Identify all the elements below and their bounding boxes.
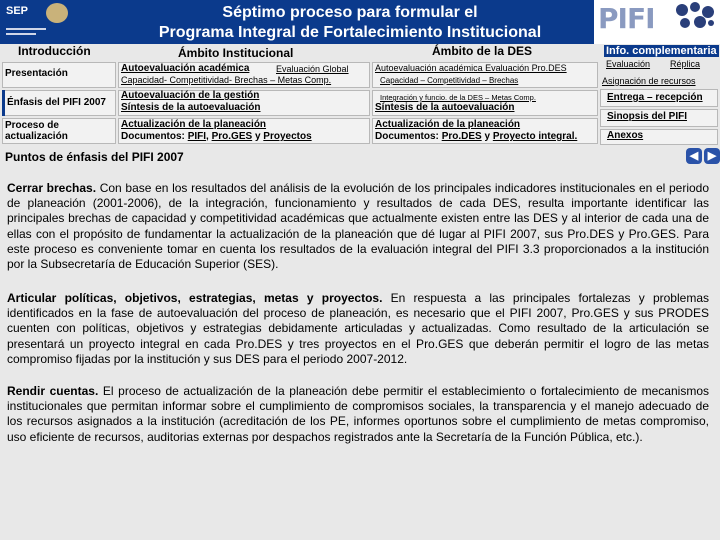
documents-label: Documentos: bbox=[375, 131, 439, 142]
link-proges[interactable]: Pro.GES bbox=[211, 131, 253, 142]
logo-dot bbox=[680, 18, 690, 28]
documents-label: Documentos: bbox=[121, 131, 185, 142]
nav-documents-des bbox=[375, 131, 577, 142]
nav-item-autoevaluacion-gestion[interactable]: Autoevaluación de la gestión bbox=[121, 90, 260, 101]
paragraph-text: En respuesta a las principales fortalezas y problemas identificados en la fase de autoevaluación del proceso de planeación, es necesario que el PIFI 2007, Pro.GES y sus PRODES cuenten con políticas, objetivos y estrategias debidamente articuladas y actualizadas. Como resultado de la articulación se presentará un proyecto integral en cada Pro.DES y tres proyectos en el Pro.GES que deberán permitir el logro de las metas compromiso fijadas por la institución y sus DES para el periodo 2007-2012. bbox=[7, 291, 709, 366]
paragraph-cerrar-brechas bbox=[7, 181, 709, 272]
logo-dot bbox=[676, 4, 688, 16]
logo-dot bbox=[690, 2, 700, 12]
arrow-left-icon[interactable]: ◀ bbox=[686, 148, 702, 164]
nav-item-enfasis[interactable]: Énfasis del PIFI 2007 bbox=[7, 97, 106, 108]
logo-line bbox=[6, 28, 46, 30]
nav-item-evaluacion[interactable]: Evaluación bbox=[606, 59, 651, 69]
nav-heading-des: Ámbito de la DES bbox=[432, 44, 533, 58]
nav-item-presentacion[interactable]: Presentación bbox=[5, 68, 68, 79]
nav-item-capacidad-links[interactable]: Capacidad- Competitividad- Brechas – Metas Comp. bbox=[121, 75, 332, 85]
logo-dot bbox=[708, 20, 714, 26]
page-title-line2: Programa Integral de Fortalecimiento Institucional bbox=[158, 24, 542, 41]
nav-item-sintesis-des[interactable]: Síntesis de la autoevaluación bbox=[375, 102, 515, 113]
nav-item-proceso[interactable]: Proceso de actualización bbox=[5, 120, 68, 142]
sep-logo-text: SEP bbox=[6, 5, 29, 17]
nav-item-autoevaluacion-des[interactable]: Autoevaluación académica Evaluación Pro.DES bbox=[375, 63, 567, 73]
logo-dot bbox=[694, 16, 706, 28]
pifi-logo-tagline bbox=[596, 33, 718, 42]
paragraph-lead: Articular políticas, objetivos, estrategias, metas y proyectos. bbox=[7, 291, 383, 305]
nav-item-anexos[interactable]: Anexos bbox=[607, 130, 644, 141]
section-title: Puntos de énfasis del PIFI 2007 bbox=[5, 150, 184, 164]
nav-item-replica[interactable]: Réplica bbox=[670, 59, 701, 69]
nav-documents-institucional: Documentos: PIFI, Pro.GES y Proyectos bbox=[121, 131, 312, 142]
paragraph-lead: Cerrar brechas. bbox=[7, 181, 97, 195]
sep-logo bbox=[0, 0, 80, 44]
nav-heading-complementaria: Info. complementaria bbox=[606, 45, 717, 57]
logo-line bbox=[6, 33, 36, 35]
logo-dot bbox=[702, 6, 714, 18]
link-proyecto-integral[interactable]: Proyecto integral. bbox=[492, 131, 578, 142]
pifi-logo bbox=[594, 0, 720, 44]
nav-item-sinopsis[interactable]: Sinopsis del PIFI bbox=[607, 111, 688, 122]
page-title-line1: Séptimo proceso para formular el bbox=[222, 4, 478, 21]
nav-heading-institucional: Ámbito Institucional bbox=[178, 46, 294, 60]
documents-join: y bbox=[254, 131, 261, 142]
nav-item-actualizacion-institucional[interactable]: Actualización de la planeación bbox=[121, 119, 267, 130]
paragraph-articular bbox=[7, 291, 709, 367]
paragraph-rendir-cuentas bbox=[7, 384, 709, 445]
link-prodes[interactable]: Pro.DES bbox=[441, 131, 482, 142]
paragraph-text: Con base en los resultados del análisis de la evolución de los principales indicadores institucionales en el periodo de planeación (2001-2006), de la integración, funcionamiento y resultados de cada DES, resulta importante identificar las principales brechas de capacidad y competitividad académicas que actualmente existen entre las DES y al interior de cada una de ellas con el propósito de fundamentar la actualización de la planeación que dé lugar al PIFI 2007, sus Pro.DES y Pro.GES. Para este proceso es conveniente tomar en cuenta los resultados de la evaluación integral del PIFI 3.3 proporcionados a la institución por la Subsecretaría de Educación Superior (SES). bbox=[7, 181, 709, 272]
paragraph-lead: Rendir cuentas. bbox=[7, 384, 99, 398]
arrow-right-icon[interactable]: ▶ bbox=[704, 148, 720, 164]
nav-item-evaluacion-global[interactable]: Evaluación Global bbox=[276, 64, 349, 74]
nav-item-autoevaluacion-academica[interactable]: Autoevaluación académica bbox=[121, 63, 250, 74]
nav-item-integracion-des[interactable]: Integración y funcio. de la DES – Metas Comp. bbox=[380, 93, 536, 102]
link-pifi[interactable]: PIFI bbox=[187, 131, 207, 142]
pifi-logo-text: PIFI bbox=[598, 2, 655, 35]
nav-heading-intro: Introducción bbox=[18, 44, 91, 58]
nav-item-entrega[interactable]: Entrega – recepción bbox=[607, 92, 703, 103]
mexico-seal-icon bbox=[46, 3, 68, 23]
paragraph-text: El proceso de actualización de la planeación debe permitir el establecimiento o fortalecimiento de mecanismos institucionales que permitan informar sobre el cumplimiento de compromisos sociales, la transparencia y el manejo adecuado de los recursos asignados a la institución (acreditación de los PE, informes oportunos sobre el cumplimiento de metas compromiso, uso eficiente de recursos, auditorias externas por despachos registrados ante la Secretaría de la Función Pública, etc.). bbox=[7, 384, 709, 444]
nav-item-actualizacion-des[interactable]: Actualización de la planeación bbox=[375, 119, 521, 130]
link-proyectos[interactable]: Proyectos bbox=[263, 131, 312, 142]
documents-join: y bbox=[484, 131, 491, 142]
nav-item-sintesis-institucional[interactable]: Síntesis de la autoevaluación bbox=[121, 102, 261, 113]
active-indicator bbox=[2, 90, 5, 116]
nav-item-capacidad-des[interactable]: Capacidad – Competitividad – Brechas bbox=[380, 76, 519, 85]
nav-item-asignacion[interactable]: Asignación de recursos bbox=[602, 76, 696, 86]
